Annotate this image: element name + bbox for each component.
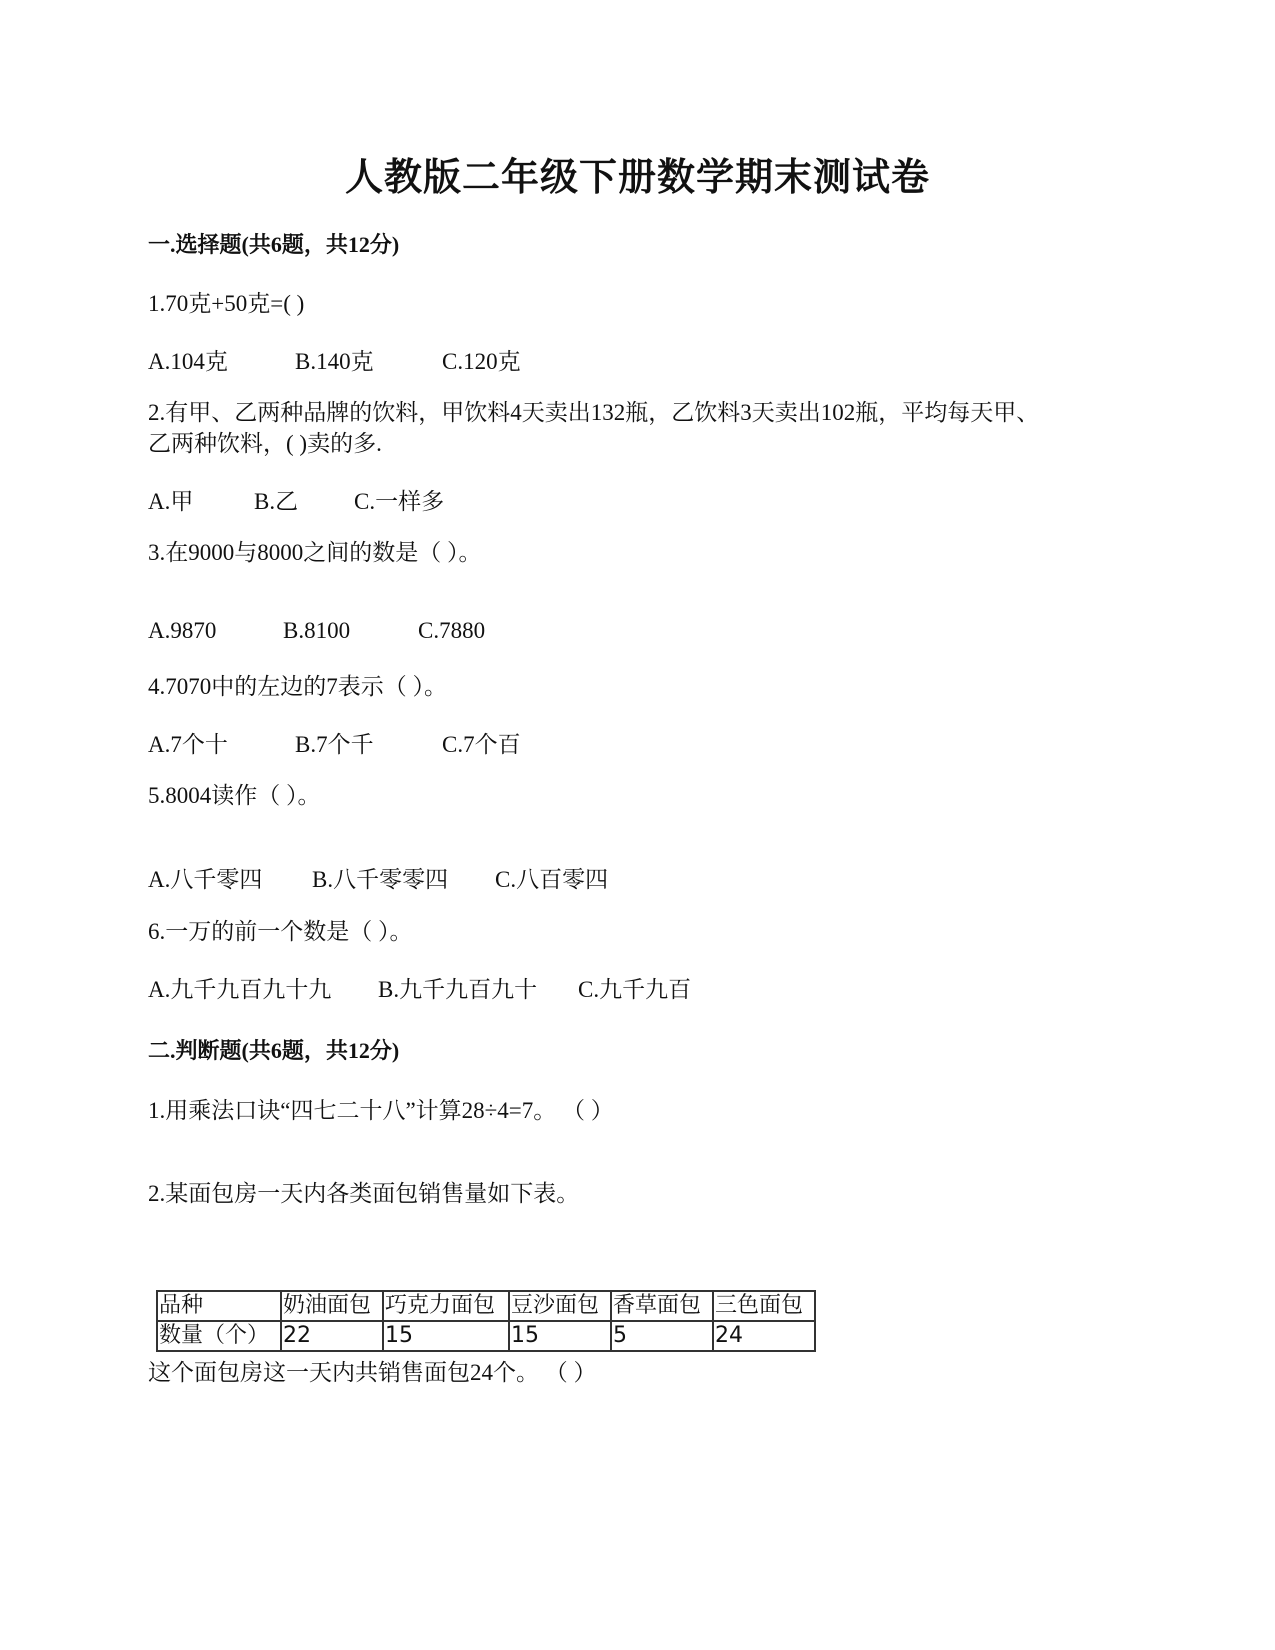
option-c: C.八百零四: [495, 867, 609, 892]
option-b: B.7个千: [295, 732, 374, 757]
table-cell: 奶油面包: [281, 1291, 383, 1321]
section-heading-choice: 一.选择题(共6题，共12分): [148, 232, 400, 257]
question-4-options: [148, 726, 521, 759]
table-cell: 香草面包: [611, 1291, 713, 1321]
option-c: C.一样多: [354, 489, 445, 514]
option-a: A.八千零四: [148, 867, 263, 892]
table-cell: 巧克力面包: [383, 1291, 509, 1321]
question-3-options: [148, 618, 485, 644]
table-row: [157, 1321, 815, 1351]
table-cell: 三色面包: [713, 1291, 815, 1321]
judge-question-2: 2.某面包房一天内各类面包销售量如下表。: [148, 1181, 580, 1206]
option-b: B.8100: [283, 618, 351, 643]
table-cell: 豆沙面包: [509, 1291, 611, 1321]
question-5-options: [148, 861, 608, 894]
section-heading-judge: 二.判断题(共6题，共12分): [148, 1038, 400, 1063]
bread-sales-table: [156, 1290, 816, 1352]
judge-question-2-statement: 这个面包房这一天内共销售面包24个。 （ ）: [148, 1360, 597, 1385]
question-2-options: [148, 483, 444, 516]
table-cell: 5: [611, 1321, 713, 1351]
table-row: [157, 1291, 815, 1321]
option-b: B.八千零零四: [312, 867, 449, 892]
question-6-options: [148, 971, 691, 1004]
option-b: B.140克: [295, 349, 374, 374]
question-3: 3.在9000与8000之间的数是（ ）。: [148, 540, 482, 565]
option-a: A.104克: [148, 349, 228, 374]
option-a: A.7个十: [148, 732, 228, 757]
option-a: A.九千九百九十九: [148, 977, 332, 1002]
question-1: 1.70克+50克=( ): [148, 291, 305, 316]
option-c: C.120克: [442, 349, 521, 374]
question-2-line-2: 乙两种饮料，( )卖的多.: [148, 431, 382, 456]
table-cell: 24: [713, 1321, 815, 1351]
option-c: C.7880: [418, 618, 486, 643]
table-cell: 数量（个）: [157, 1321, 281, 1351]
option-b: B.乙: [254, 489, 299, 514]
question-6: 6.一万的前一个数是（ ）。: [148, 919, 413, 944]
option-c: C.7个百: [442, 732, 521, 757]
table-cell: 15: [383, 1321, 509, 1351]
question-4: 4.7070中的左边的7表示（ ）。: [148, 674, 447, 699]
question-5: 5.8004读作（ ）。: [148, 783, 321, 808]
table-cell: 22: [281, 1321, 383, 1351]
question-1-options: [148, 343, 521, 376]
option-c: C.九千九百: [578, 977, 692, 1002]
page-title: 人教版二年级下册数学期末测试卷: [344, 157, 930, 199]
option-a: A.9870: [148, 618, 217, 643]
table-cell: 品种: [157, 1291, 281, 1321]
judge-question-1: 1.用乘法口诀“四七二十八”计算28÷4=7。 （ ）: [148, 1098, 614, 1123]
option-a: A.甲: [148, 489, 194, 514]
option-b: B.九千九百九十: [378, 977, 538, 1002]
question-2-line-1: 2.有甲、乙两种品牌的饮料，甲饮料4天卖出132瓶，乙饮料3天卖出102瓶，平均每天甲、: [148, 400, 1040, 425]
table-cell: 15: [509, 1321, 611, 1351]
